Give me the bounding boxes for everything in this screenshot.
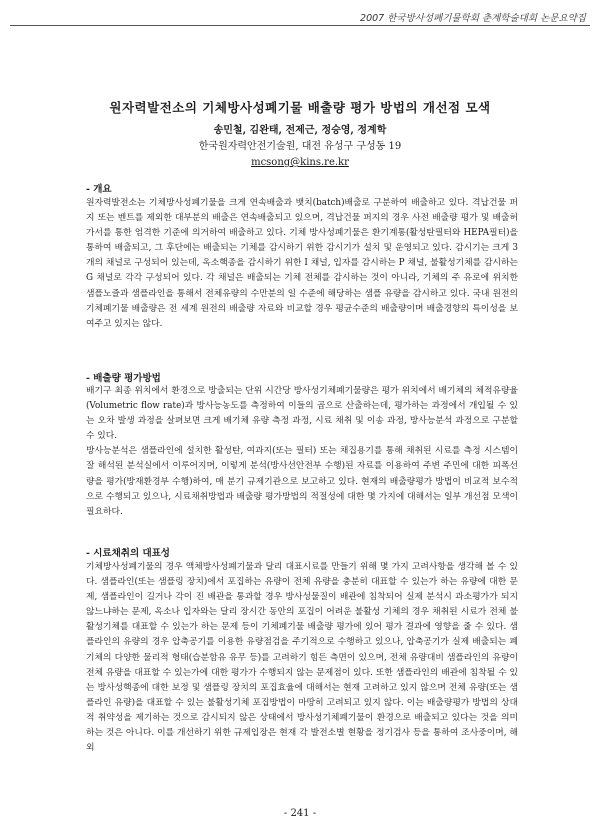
section-body-evaluation-method: 배기구 최종 위치에서 환경으로 방출되는 단위 시간당 방사성기체폐기물량은 평가 위치에서 배기체의 체적유량율(Volumetric flow rate)과 방사능농도를 측정하여 이들의 곱으로 산출하는데, 평가하는 과정에서 개입될 수 있는 오차 발생 과정을 살펴보면 크게 배기체 유량 측정 과정, 시료 채취 및 이송 과정, 방사능분석 과정으로 구분할 수 있다. 방사능분석은 샘플라인에 설치한 활성탄, 여과지(또는 필터) 또는 채집용기를 통해 채취된 시료를 측정 시스템이 잘 해석된 분석실에서 이루어지며, 이렇게 분석(방사선안전부 수행)된 자료를 이용하여 주변 주민에 대한 피폭선량을 평가(방재환경부 수행)하여, 매 분기 규제기관으로 보고하고 있다. 현재의 배출량평가 방법이 비교적 보수적으로 수행되고 있으나, 시료채취방법과 배출량 평가방법의 적절성에 대한 몇 가지에 대해서는 일부 개선점 모색이 필요하다. [86,386,518,517]
section-heading-evaluation-method: - 배출량 평가방법 [86,373,161,384]
running-header: 2007 한국방사성폐기물학회 춘계학술대회 논문요약집 [360,13,586,24]
paper-title: 원자력발전소의 기체방사성폐기물 배출량 평가 방법의 개선점 모색 [109,100,491,115]
header-rule [10,25,590,26]
section-heading-overview: - 개요 [86,184,112,195]
section-heading-sampling-representativeness: - 시료채취의 대표성 [86,548,170,559]
page-number: - 241 - [283,808,317,819]
section-body-overview: 원자력발전소는 기체방사성폐기물을 크게 연속배출과 뱃치(batch)배출로 구분하여 배출하고 있다. 격납건물 퍼지 또는 벤트를 제외한 대부분의 배출은 연속배출되고 있으며, 격납건물 퍼지의 경우 사전 배출량 평가 및 배출허가서를 통한 엄격한 기준에 의거하여 배출하고 있다. 기체 방사성폐기물은 환기계통(활성탄필터와 HEPA필터)을 통하여 배출되고, 그 후단에는 배출되는 기체를 감시하기 위한 감시기가 설치 및 운영되고 있다. 감시기는 크게 3개의 채널로 구성되어 있는데, 옥소핵종을 감시하기 위한 I 채널, 입자를 감시하는 P 채널, 불활성기체를 감시하는 G 채널로 각각 구성되어 있다. 각 채널은 배출되는 기체 전체를 감시하는 것이 아니라, 기체의 주 유로에 위치한 샘플노즐과 샘플라인을 통해서 전체유량의 수만분의 일 수준에 해당하는 샘플 유량을 감시하고 있다. 국내 원전의 기체폐기물 배출량은 전 세계 원전의 배출량 자료와 비교할 경우 평균수준의 배출량이며 배출경향의 특이성을 보여주고 있지는 않다. [86,198,518,329]
author-names: 송민철, 김완태, 전제근, 정승영, 정계학 [213,125,387,136]
author-email: mcsong@kins.re.kr [251,157,349,168]
author-block [0,123,600,171]
section-body-sampling-representativeness: 기체방사성폐기물의 경우 액체방사성폐기물과 달리 대표시료를 만들기 위해 몇 가지 고려사항을 생각해 볼 수 있다. 샘플라인(또는 샘플링 장치)에서 포집하는 유량이 전체 유량을 충분히 대표할 수 있는가 하는 유량에 대한 문제, 샘플라인이 길거나 각이 진 배관을 통과할 경우 방사성물질이 배관에 침착되어 실제 분석시 과소평가가 되지 않느냐하는 문제, 옥소나 입자와는 달리 장시간 동안의 포집이 어려운 불활성 기체의 경우 채취된 시료가 전체 불활성기체를 대표할 수 있는가 하는 문제 등이 기체폐기물 배출량 평가에 있어 평가 결과에 영향을 줄 수 있다. 샘플라인의 유량의 경우 압축공기를 이용한 유량점검을 주기적으로 수행하고 있으나, 압축공기가 실제 배출되는 폐기체의 다양한 물리적 형태(습분함유 유무 등)를 고려하기 힘든 측면이 있으며, 전체 유량대비 샘플라인의 유량이 전체 유량을 대표할 수 있는가에 대한 평가가 수행되지 않는 문제점이 있다. 또한 샘플라인의 배관에 침착될 수 있는 방사성핵종에 대한 보정 및 샘플링 장치의 포집효율에 대해서는 현재 고려하고 있지 않으며 전체 유량(또는 샘플라인 유량)을 대표할 수 있는 불활성기체 포집방법이 마땅히 고려되고 있지 않다. 이는 배출량평가 방법의 상대적 취약성을 제기하는 것으로 감시되지 않은 상태에서 방사성기체폐기물이 환경으로 배출되고 있다는 것을 의미하는 것은 아니다. 이를 개선하기 위한 규제입장은 현재 각 발전소별 현황을 정기검사 등을 통하여 조사중이며, 해외 [86,562,518,754]
author-affiliation: 한국원자력안전기술원, 대전 유성구 구성동 19 [198,141,402,152]
